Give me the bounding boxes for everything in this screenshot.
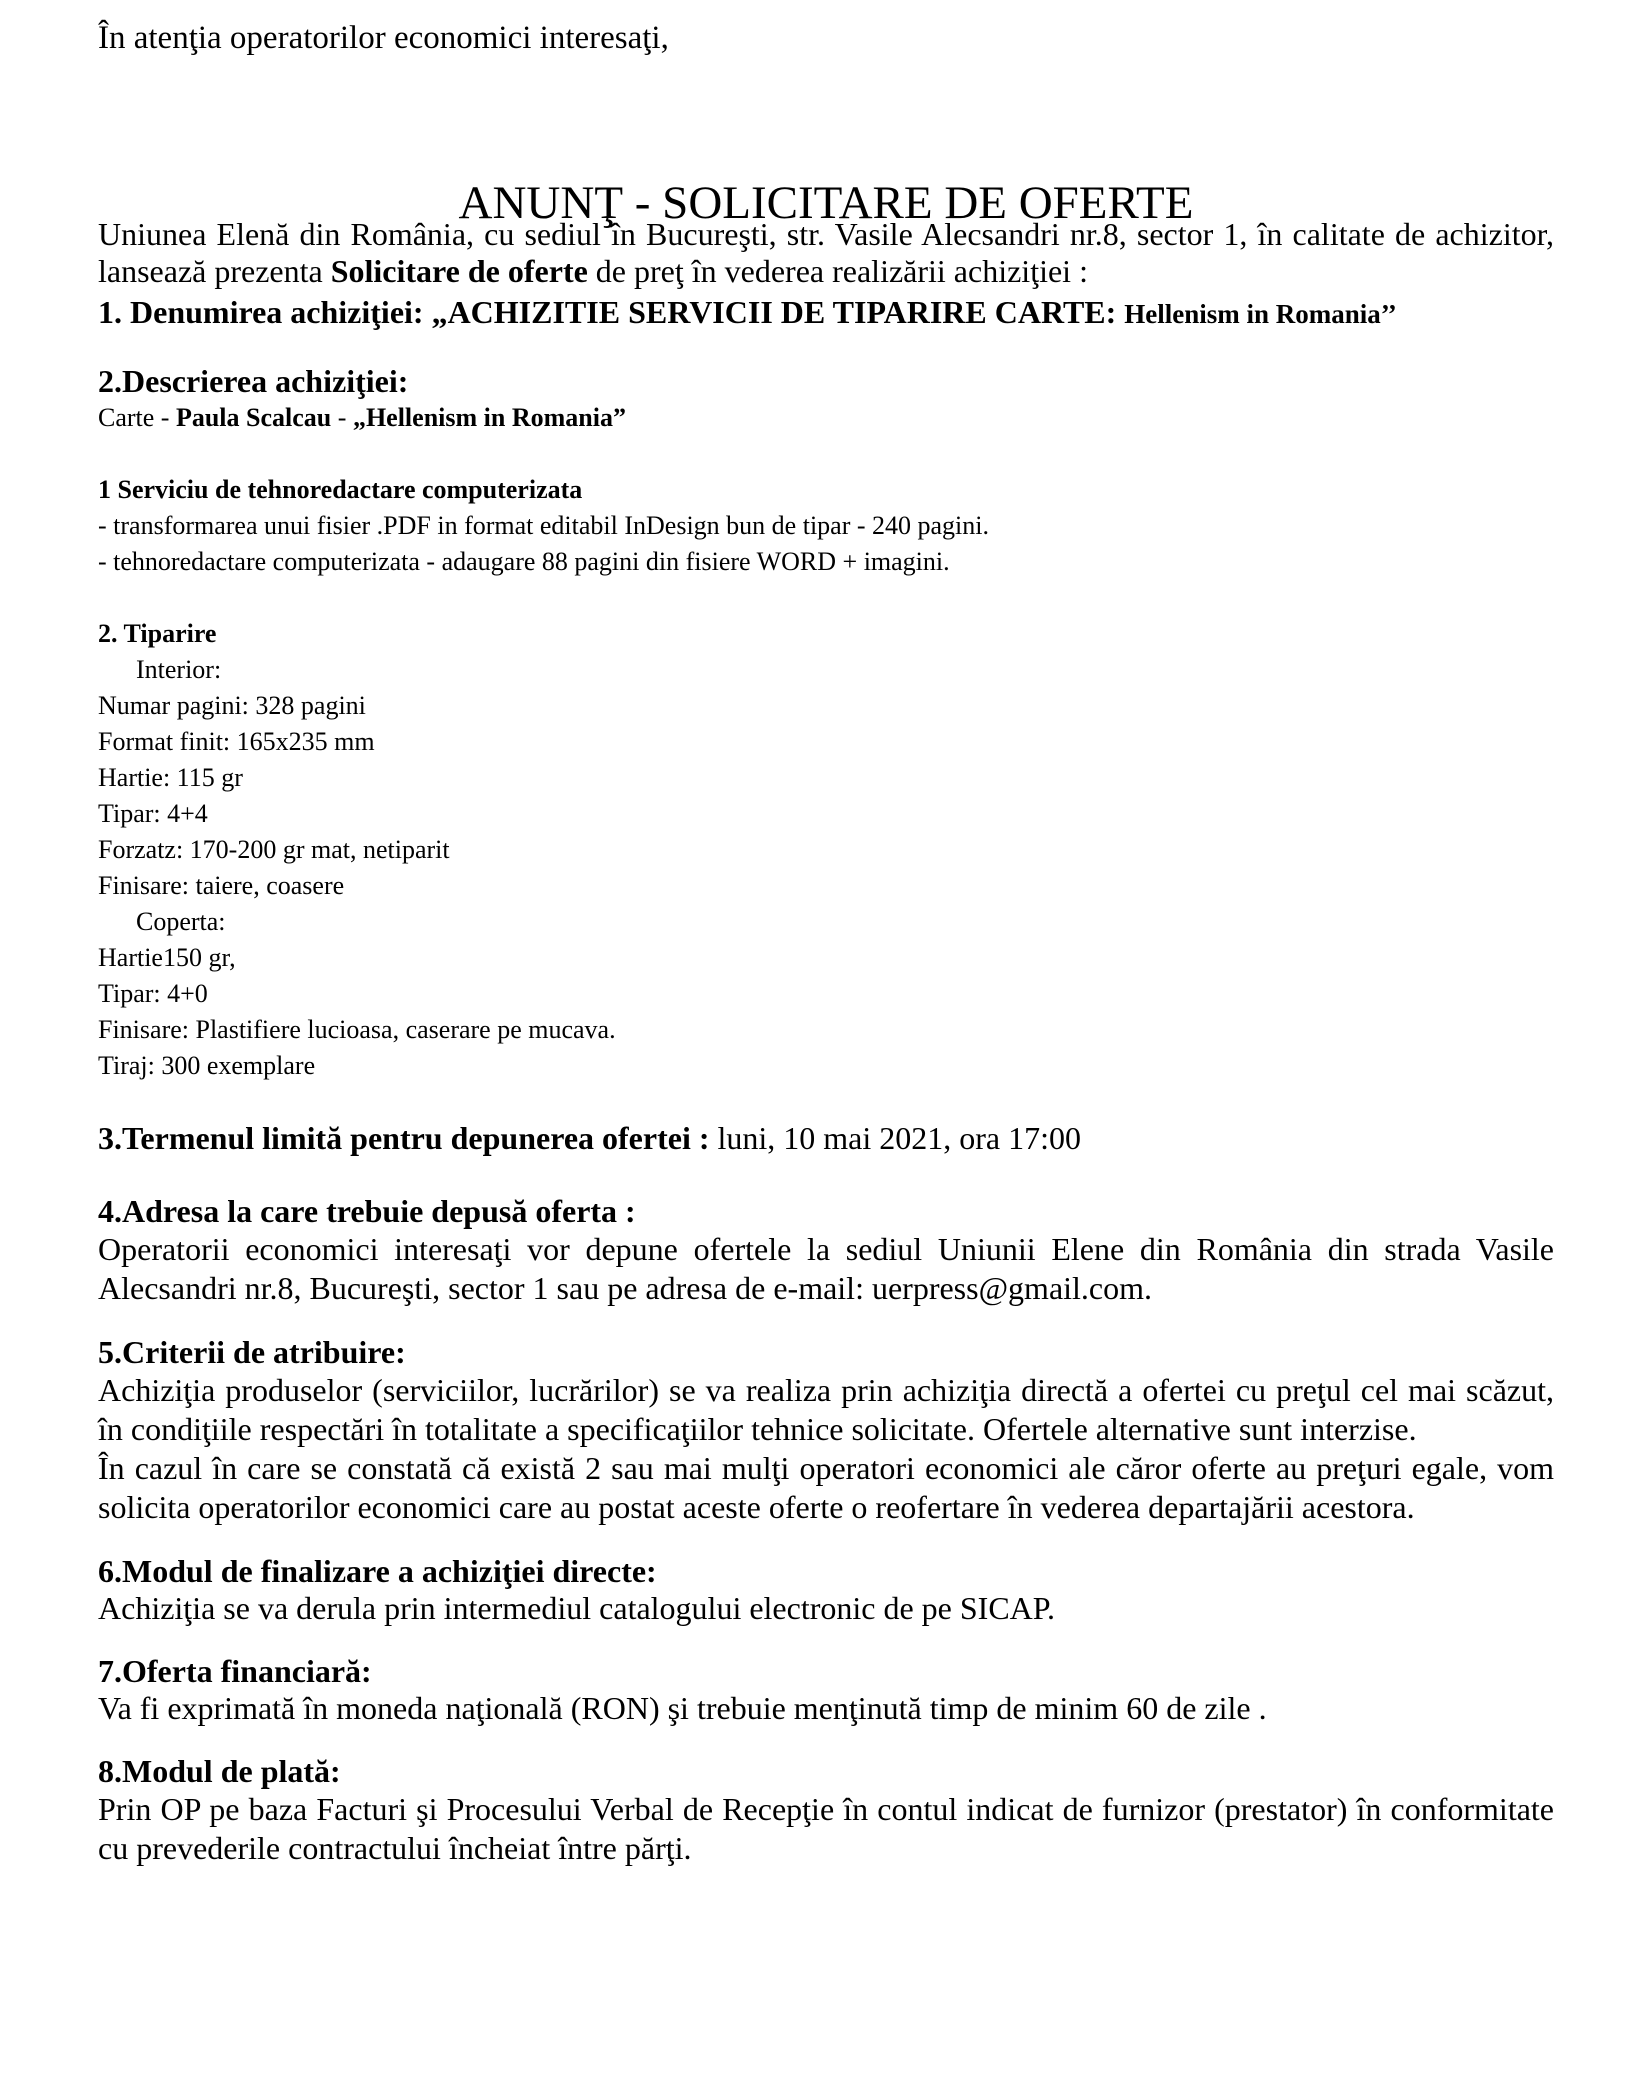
book-author: Paula Scalcau	[175, 403, 332, 432]
section-8-title: 8.Modul de plată:	[98, 1753, 341, 1789]
interior-label: Interior:	[136, 655, 222, 684]
print-title: 2. Tiparire	[98, 619, 217, 648]
section-8-text: Prin OP pe baza Facturi şi Procesului Verbal de Recepţie în contul indicat de furnizor (prestator) în conformitate cu prevederile contractului încheiat între părţi.	[98, 1791, 1554, 1866]
cover-line: Tiraj: 300 exemplare	[98, 1051, 316, 1080]
cover-line: Hartie150 gr,	[98, 943, 236, 972]
cover-label: Coperta:	[136, 907, 226, 936]
section-5-title: 5.Criterii de atribuire:	[98, 1334, 406, 1370]
section-1	[98, 290, 1554, 337]
intro-paragraph	[98, 216, 1554, 290]
interior-line: Format finit: 165x235 mm	[98, 727, 375, 756]
section-3-title: 3.Termenul limită pentru depunerea ofertei :	[98, 1120, 718, 1156]
service-line-2: - tehnoredactare computerizata - adaugare 88 pagini din fisiere WORD + imagini.	[98, 547, 950, 576]
section-6-title: 6.Modul de finalizare a achiziţiei directe:	[98, 1553, 657, 1589]
service-line-1: - transformarea unui fisier .PDF in format editabil InDesign bun de tipar - 240 pagini.	[98, 511, 990, 540]
section-7-text: Va fi exprimată în moneda naţională (RON) şi trebuie menţinută timp de minim 60 de zile .	[98, 1690, 1267, 1726]
section-1-label: 1. Denumirea achiziţiei: „ACHIZITIE SERVICII DE TIPARIRE CARTE:	[98, 294, 1125, 330]
document-page	[98, 18, 1554, 1866]
interior-line: Forzatz: 170-200 gr mat, netiparit	[98, 835, 450, 864]
book-line	[98, 400, 1554, 436]
document-body	[98, 216, 1554, 1868]
section-3	[98, 1120, 1554, 1157]
interior-line: Numar pagini: 328 pagini	[98, 691, 366, 720]
section-2-title: 2.Descrierea achiziţiei:	[98, 363, 409, 399]
section-7-title: 7.Oferta financiară:	[98, 1653, 372, 1689]
intro-after: de preţ în vederea realizării achiziţiei :	[587, 253, 1088, 289]
intro-bold: Solicitare de oferte	[330, 253, 588, 289]
interior-line: Tipar: 4+4	[98, 799, 208, 828]
intro-before: Uniunea Elenă din România, cu sediul în Bucureşti, str. Vasile Alecsandri nr.8, sector 1, în calitate de achizitor, lansează prezenta	[98, 216, 1554, 289]
section-6-text: Achiziţia se va derula prin intermediul catalogului electronic de pe SICAP.	[98, 1590, 1056, 1626]
book-sep: -	[331, 403, 353, 432]
book-prefix: Carte -	[98, 403, 176, 432]
greeting: În atenţia operatorilor economici interesaţi,	[98, 20, 669, 56]
book-title: „Hellenism in Romania”	[352, 403, 626, 432]
cover-line: Finisare: Plastifiere lucioasa, caserare pe mucava.	[98, 1015, 616, 1044]
deadline-value: luni, 10 mai 2021, ora 17:00	[717, 1120, 1081, 1156]
page-title: ANUNŢ - SOLICITARE DE OFERTE	[458, 177, 1194, 229]
section-5-paragraph-1: Achiziţia produselor (serviciilor, lucrărilor) se va realiza prin achiziţia directă a ofertei cu preţul cel mai scăzut, în condiţiile respectări în totalitate a specificaţiilor tehnice solicitate. Ofertele alternative sunt interzise.	[98, 1372, 1554, 1447]
section-5-paragraph-2: În cazul în care se constată că există 2 sau mai mulţi operatori economici ale căror oferte au preţuri egale, vom solicita operatorilor economici care au postat aceste oferte o reofertare în vederea departajării acestora.	[98, 1450, 1554, 1525]
section-1-small: Hellenism in Romania’’	[1124, 299, 1397, 329]
interior-line: Hartie: 115 gr	[98, 763, 243, 792]
interior-line: Finisare: taiere, coasere	[98, 871, 345, 900]
cover-line: Tipar: 4+0	[98, 979, 208, 1008]
section-4-title: 4.Adresa la care trebuie depusă oferta :	[98, 1193, 636, 1229]
section-4-text: Operatorii economici interesaţi vor depune ofertele la sediul Uniunii Elene din România din strada Vasile Alecsandri nr.8, Bucureşti, sector 1 sau pe adresa de e-mail: uerpress@gmail.com.	[98, 1231, 1554, 1306]
service-title: 1 Serviciu de tehnoredactare computerizata	[98, 475, 583, 504]
